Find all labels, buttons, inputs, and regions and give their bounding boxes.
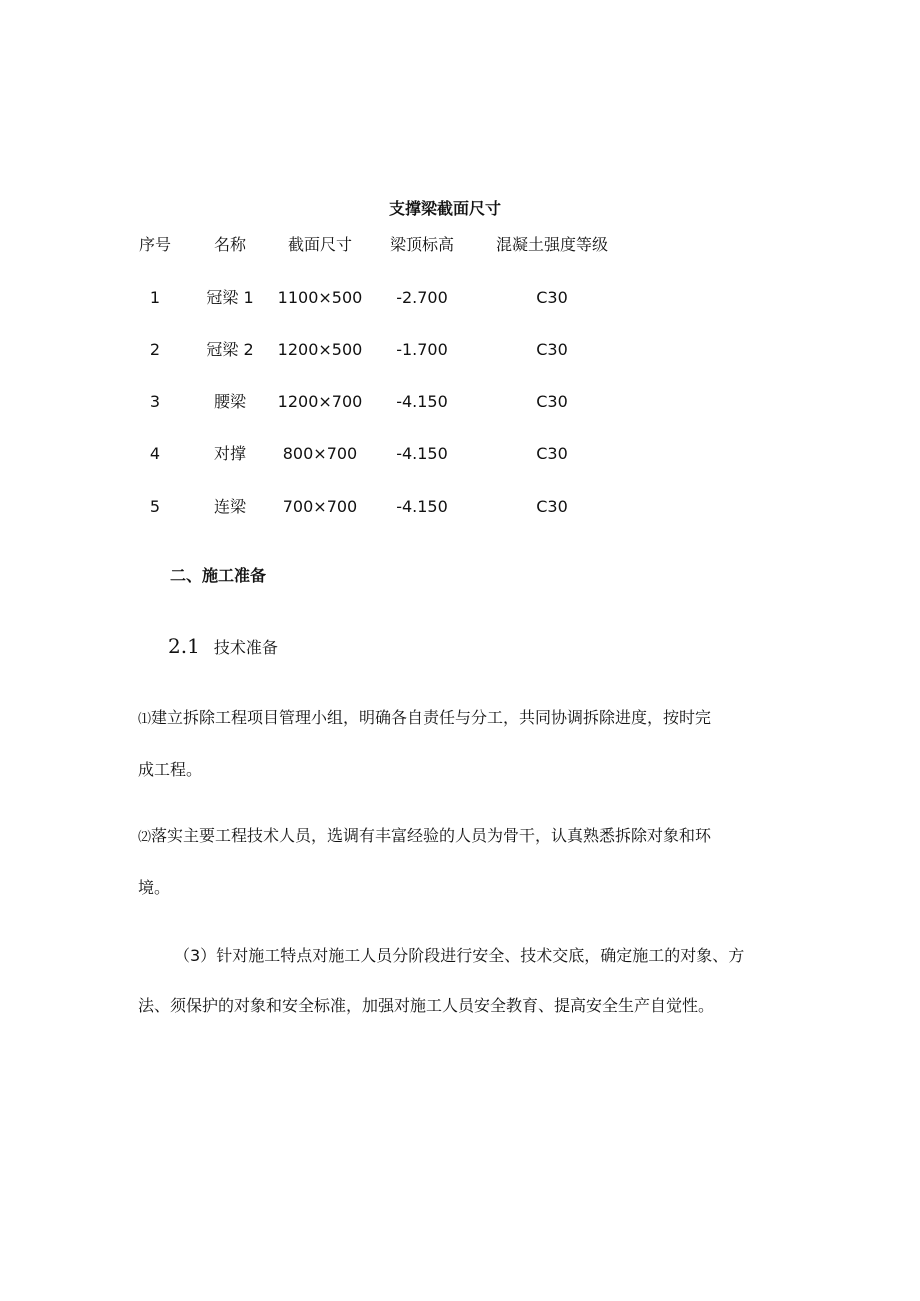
paragraph-line (138, 931, 788, 981)
paragraph-line: 成工程。 (138, 760, 203, 779)
cell-top-elevation: -4.150 (396, 444, 448, 463)
cell-top-elevation: -1.700 (396, 340, 448, 359)
table-row (0, 497, 920, 519)
paragraph-line: 境。 (138, 878, 171, 897)
cell-top-elevation: -2.700 (396, 288, 448, 307)
table-row (0, 444, 920, 466)
cell-name: 对撑 (213, 444, 246, 463)
cell-section-size: 1200×500 (277, 340, 363, 359)
cell-section-size: 700×700 (282, 497, 358, 516)
cell-concrete-grade: C30 (536, 444, 568, 463)
cell-index: 1 (149, 288, 161, 307)
header-top-elevation: 梁顶标高 (389, 235, 454, 254)
table-row (0, 340, 920, 362)
table-title: 支撑梁截面尺寸 (388, 199, 501, 218)
header-section-size: 截面尺寸 (287, 235, 352, 254)
cell-name: 连梁 (213, 497, 246, 516)
cell-concrete-grade: C30 (536, 497, 568, 516)
paragraph-line (138, 811, 788, 863)
subsection-title: 技术准备 (213, 638, 278, 657)
cell-concrete-grade: C30 (536, 288, 568, 307)
section-heading: 二、施工准备 (170, 566, 267, 585)
paragraph-line (138, 693, 788, 745)
paragraph-3 (138, 931, 788, 1031)
list-marker: ⑵ (138, 830, 152, 845)
cell-top-elevation: -4.150 (396, 497, 448, 516)
cell-section-size: 1200×700 (277, 392, 363, 411)
cell-name: 冠梁 2 (206, 340, 254, 359)
table-row (0, 392, 920, 414)
subsection-number: 2.1 (168, 634, 200, 658)
cell-concrete-grade: C30 (536, 340, 568, 359)
cell-name: 腰梁 (213, 392, 246, 411)
cell-top-elevation: -4.150 (396, 392, 448, 411)
paragraph-2 (138, 811, 788, 913)
cell-section-size: 800×700 (282, 444, 358, 463)
header-index: 序号 (138, 235, 171, 254)
subsection-heading (168, 634, 278, 660)
cell-index: 4 (149, 444, 161, 463)
cell-concrete-grade: C30 (536, 392, 568, 411)
list-marker: ⑴ (138, 712, 152, 727)
list-marker: （3） (174, 946, 217, 965)
paragraph-line: 法、须保护的对象和安全标准，加强对施工人员安全教育、提高安全生产自觉性。 (138, 996, 715, 1015)
table-row (0, 288, 920, 310)
header-name: 名称 (213, 235, 246, 254)
table-header-row (0, 235, 920, 257)
paragraph-text: 建立拆除工程项目管理小组，明确各自责任与分工，共同协调拆除进度，按时完 (151, 708, 712, 727)
cell-section-size: 1100×500 (277, 288, 363, 307)
header-concrete-grade: 混凝土强度等级 (495, 235, 608, 254)
paragraph-text: 落实主要工程技术人员，选调有丰富经验的人员为骨干，认真熟悉拆除对象和环 (151, 826, 712, 845)
cell-index: 5 (149, 497, 161, 516)
cell-name: 冠梁 1 (206, 288, 254, 307)
cell-index: 2 (149, 340, 161, 359)
paragraph-1 (138, 693, 788, 795)
paragraph-text: 针对施工特点对施工人员分阶段进行安全、技术交底，确定施工的对象、方 (216, 946, 745, 965)
cell-index: 3 (149, 392, 161, 411)
